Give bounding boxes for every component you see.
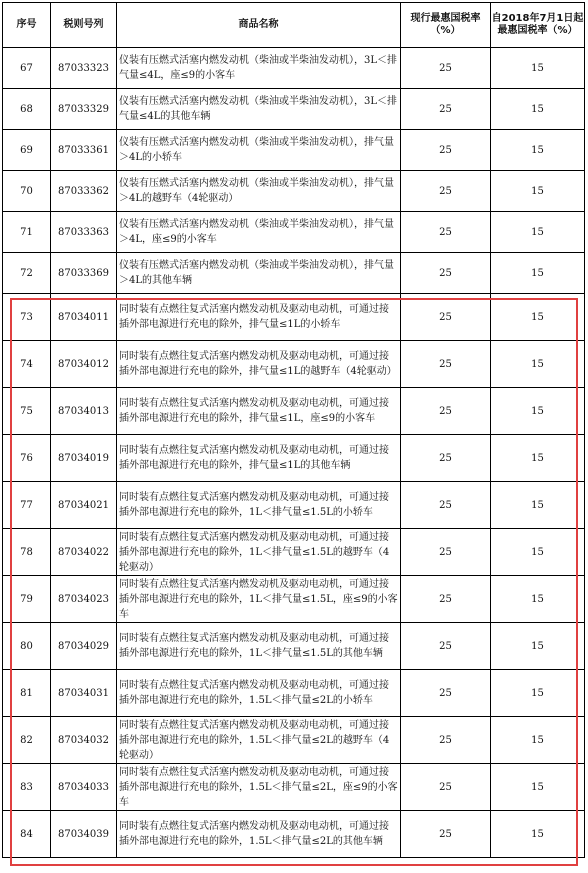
table-row	[3, 388, 585, 435]
tariff-code-cell: 87033369	[51, 253, 117, 294]
table-row	[3, 717, 585, 764]
table-row	[3, 89, 585, 130]
tariff-code-cell: 87033361	[51, 130, 117, 171]
current-rate-cell: 25	[401, 212, 491, 253]
product-name-cell: 仪装有压燃式活塞内燃发动机（柴油或半柴油发动机），排气量＞4L，座≤9的小客车	[117, 212, 401, 253]
current-rate-cell: 25	[401, 171, 491, 212]
tariff-code-cell: 87033329	[51, 89, 117, 130]
tariff-code-cell: 87033362	[51, 171, 117, 212]
seq-cell: 73	[3, 294, 51, 341]
product-name-cell: 同时装有点燃往复式活塞内燃发动机及驱动电动机，可通过接插外部电源进行充电的除外，1.5L＜排气量≤2L的小轿车	[117, 670, 401, 717]
product-name-cell: 同时装有点燃往复式活塞内燃发动机及驱动电动机，可通过接插外部电源进行充电的除外，排气量≤1L，座≤9的小客车	[117, 388, 401, 435]
current-rate-cell: 25	[401, 529, 491, 576]
seq-cell: 74	[3, 341, 51, 388]
product-name-cell: 同时装有点燃往复式活塞内燃发动机及驱动电动机，可通过接插外部电源进行充电的除外，1L＜排气量≤1.5L的其他车辆	[117, 623, 401, 670]
seq-cell: 84	[3, 811, 51, 858]
table-row	[3, 670, 585, 717]
seq-cell: 67	[3, 48, 51, 89]
tariff-code-cell: 87034031	[51, 670, 117, 717]
new-rate-cell: 15	[491, 764, 585, 811]
tariff-code-cell: 87033323	[51, 48, 117, 89]
product-name-cell: 仪装有压燃式活塞内燃发动机（柴油或半柴油发动机），3L＜排气量≤4L，座≤9的小客车	[117, 48, 401, 89]
table-row	[3, 764, 585, 811]
new-rate-cell: 15	[491, 48, 585, 89]
tariff-code-cell: 87034023	[51, 576, 117, 623]
table-row	[3, 130, 585, 171]
seq-cell: 82	[3, 717, 51, 764]
new-rate-cell: 15	[491, 253, 585, 294]
tariff-code-cell: 87034029	[51, 623, 117, 670]
seq-cell: 83	[3, 764, 51, 811]
header-new-rate: 自2018年7月1日起最惠国税率（%）	[491, 3, 585, 48]
product-name-cell: 仪装有压燃式活塞内燃发动机（柴油或半柴油发动机），排气量＞4L的越野车（4轮驱动）	[117, 171, 401, 212]
seq-cell: 80	[3, 623, 51, 670]
new-rate-cell: 15	[491, 341, 585, 388]
table-row	[3, 341, 585, 388]
seq-cell: 72	[3, 253, 51, 294]
table-row	[3, 48, 585, 89]
tariff-table	[2, 2, 585, 858]
new-rate-cell: 15	[491, 623, 585, 670]
seq-cell: 69	[3, 130, 51, 171]
tariff-code-cell: 87034013	[51, 388, 117, 435]
table-row	[3, 623, 585, 670]
current-rate-cell: 25	[401, 435, 491, 482]
new-rate-cell: 15	[491, 212, 585, 253]
seq-cell: 78	[3, 529, 51, 576]
new-rate-cell: 15	[491, 670, 585, 717]
tariff-code-cell: 87034032	[51, 717, 117, 764]
header-product-name: 商品名称	[117, 3, 401, 48]
tariff-code-cell: 87034012	[51, 341, 117, 388]
table-row	[3, 294, 585, 341]
header-seq: 序号	[3, 3, 51, 48]
product-name-cell: 同时装有点燃往复式活塞内燃发动机及驱动电动机，可通过接插外部电源进行充电的除外，排气量≤1L的小轿车	[117, 294, 401, 341]
product-name-cell: 同时装有点燃往复式活塞内燃发动机及驱动电动机，可通过接插外部电源进行充电的除外，排气量≤1L的其他车辆	[117, 435, 401, 482]
seq-cell: 76	[3, 435, 51, 482]
tariff-code-cell: 87034039	[51, 811, 117, 858]
product-name-cell: 同时装有点燃往复式活塞内燃发动机及驱动电动机，可通过接插外部电源进行充电的除外，1.5L＜排气量≤2L，座≤9的小客车	[117, 764, 401, 811]
product-name-cell: 同时装有点燃往复式活塞内燃发动机及驱动电动机，可通过接插外部电源进行充电的除外，排气量≤1L的越野车（4轮驱动）	[117, 341, 401, 388]
header-current-rate: 现行最惠国税率（%）	[401, 3, 491, 48]
current-rate-cell: 25	[401, 341, 491, 388]
table-row	[3, 529, 585, 576]
new-rate-cell: 15	[491, 435, 585, 482]
new-rate-cell: 15	[491, 576, 585, 623]
tariff-code-cell: 87034033	[51, 764, 117, 811]
seq-cell: 79	[3, 576, 51, 623]
current-rate-cell: 25	[401, 717, 491, 764]
new-rate-cell: 15	[491, 529, 585, 576]
current-rate-cell: 25	[401, 130, 491, 171]
current-rate-cell: 25	[401, 294, 491, 341]
new-rate-cell: 15	[491, 294, 585, 341]
tariff-code-cell: 87034022	[51, 529, 117, 576]
product-name-cell: 仪装有压燃式活塞内燃发动机（柴油或半柴油发动机），排气量＞4L的小轿车	[117, 130, 401, 171]
product-name-cell: 同时装有点燃往复式活塞内燃发动机及驱动电动机，可通过接插外部电源进行充电的除外，1L＜排气量≤1.5L的越野车（4轮驱动）	[117, 529, 401, 576]
tariff-code-cell: 87034019	[51, 435, 117, 482]
new-rate-cell: 15	[491, 717, 585, 764]
current-rate-cell: 25	[401, 576, 491, 623]
seq-cell: 70	[3, 171, 51, 212]
current-rate-cell: 25	[401, 89, 491, 130]
new-rate-cell: 15	[491, 130, 585, 171]
product-name-cell: 同时装有点燃往复式活塞内燃发动机及驱动电动机，可通过接插外部电源进行充电的除外，1.5L＜排气量≤2L的其他车辆	[117, 811, 401, 858]
current-rate-cell: 25	[401, 764, 491, 811]
table-row	[3, 811, 585, 858]
product-name-cell: 同时装有点燃往复式活塞内燃发动机及驱动电动机，可通过接插外部电源进行充电的除外，1L＜排气量≤1.5L的小轿车	[117, 482, 401, 529]
current-rate-cell: 25	[401, 48, 491, 89]
table-row	[3, 253, 585, 294]
tariff-code-cell: 87034011	[51, 294, 117, 341]
table-header-row	[3, 3, 585, 48]
current-rate-cell: 25	[401, 623, 491, 670]
table-row	[3, 482, 585, 529]
new-rate-cell: 15	[491, 388, 585, 435]
current-rate-cell: 25	[401, 670, 491, 717]
new-rate-cell: 15	[491, 482, 585, 529]
current-rate-cell: 25	[401, 811, 491, 858]
new-rate-cell: 15	[491, 89, 585, 130]
product-name-cell: 仪装有压燃式活塞内燃发动机（柴油或半柴油发动机），3L＜排气量≤4L的其他车辆	[117, 89, 401, 130]
new-rate-cell: 15	[491, 171, 585, 212]
seq-cell: 81	[3, 670, 51, 717]
table-row	[3, 212, 585, 253]
product-name-cell: 仪装有压燃式活塞内燃发动机（柴油或半柴油发动机），排气量＞4L的其他车辆	[117, 253, 401, 294]
seq-cell: 77	[3, 482, 51, 529]
seq-cell: 71	[3, 212, 51, 253]
header-tariff-code: 税则号列	[51, 3, 117, 48]
current-rate-cell: 25	[401, 482, 491, 529]
table-row	[3, 171, 585, 212]
tariff-code-cell: 87034021	[51, 482, 117, 529]
table-body	[3, 48, 585, 858]
tariff-code-cell: 87033363	[51, 212, 117, 253]
table-row	[3, 576, 585, 623]
seq-cell: 75	[3, 388, 51, 435]
current-rate-cell: 25	[401, 253, 491, 294]
product-name-cell: 同时装有点燃往复式活塞内燃发动机及驱动电动机，可通过接插外部电源进行充电的除外，1L＜排气量≤1.5L，座≤9的小客车	[117, 576, 401, 623]
seq-cell: 68	[3, 89, 51, 130]
new-rate-cell: 15	[491, 811, 585, 858]
current-rate-cell: 25	[401, 388, 491, 435]
table-row	[3, 435, 585, 482]
product-name-cell: 同时装有点燃往复式活塞内燃发动机及驱动电动机，可通过接插外部电源进行充电的除外，1.5L＜排气量≤2L的越野车（4轮驱动）	[117, 717, 401, 764]
